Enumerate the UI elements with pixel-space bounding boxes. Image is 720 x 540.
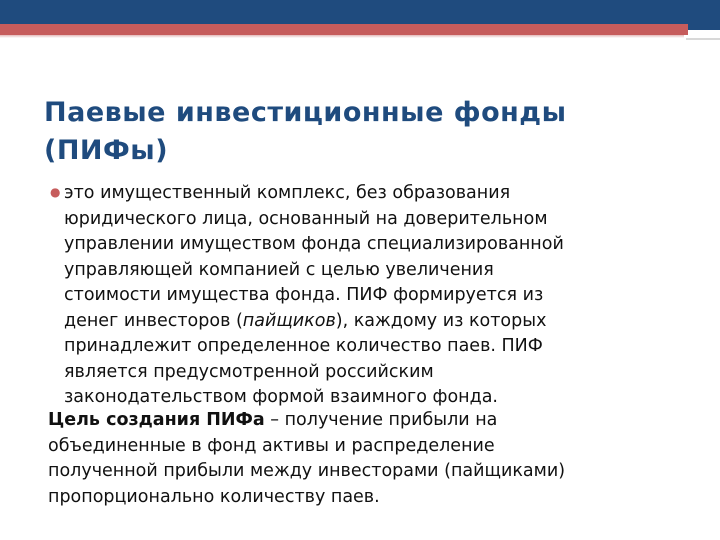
- goal-text: – получение прибыли на объединенные в фонд активы и распределение полученной прибыли между инвесторами (пайщиками) пропорционально количеству паев.: [48, 410, 566, 507]
- header-bar-red: [0, 24, 688, 35]
- goal-paragraph: [48, 408, 698, 510]
- header-bar-blue-corner: [686, 0, 720, 30]
- slide-title: Паевые инвестиционные фонды (ПИФы): [44, 97, 567, 166]
- goal-heading: Цель создания ПИФа: [48, 410, 265, 430]
- bullet-dot-icon: ●: [50, 185, 61, 199]
- bullet-text: [64, 181, 690, 411]
- bullet-text-italic: пайщиков: [242, 310, 336, 331]
- bullet-item: [50, 181, 690, 411]
- header-bar-blue: [0, 0, 720, 24]
- header-bar-grey: [686, 38, 720, 40]
- bullet-text-after: ), каждому из которых принадлежит определенное количество паев. ПИФ является предусмотренной российским законодательством формой взаимного фонда.: [64, 310, 547, 407]
- bullet-text-before: это имущественный комплекс, без образования юридического лица, основанный на доверительном управлении имуществом фонда специализированной управляющей компанией с целью увеличения стоимости имущества фонда. ПИФ формируется из денег инвесторов (: [64, 183, 564, 331]
- header-bar-shadow: [0, 35, 684, 38]
